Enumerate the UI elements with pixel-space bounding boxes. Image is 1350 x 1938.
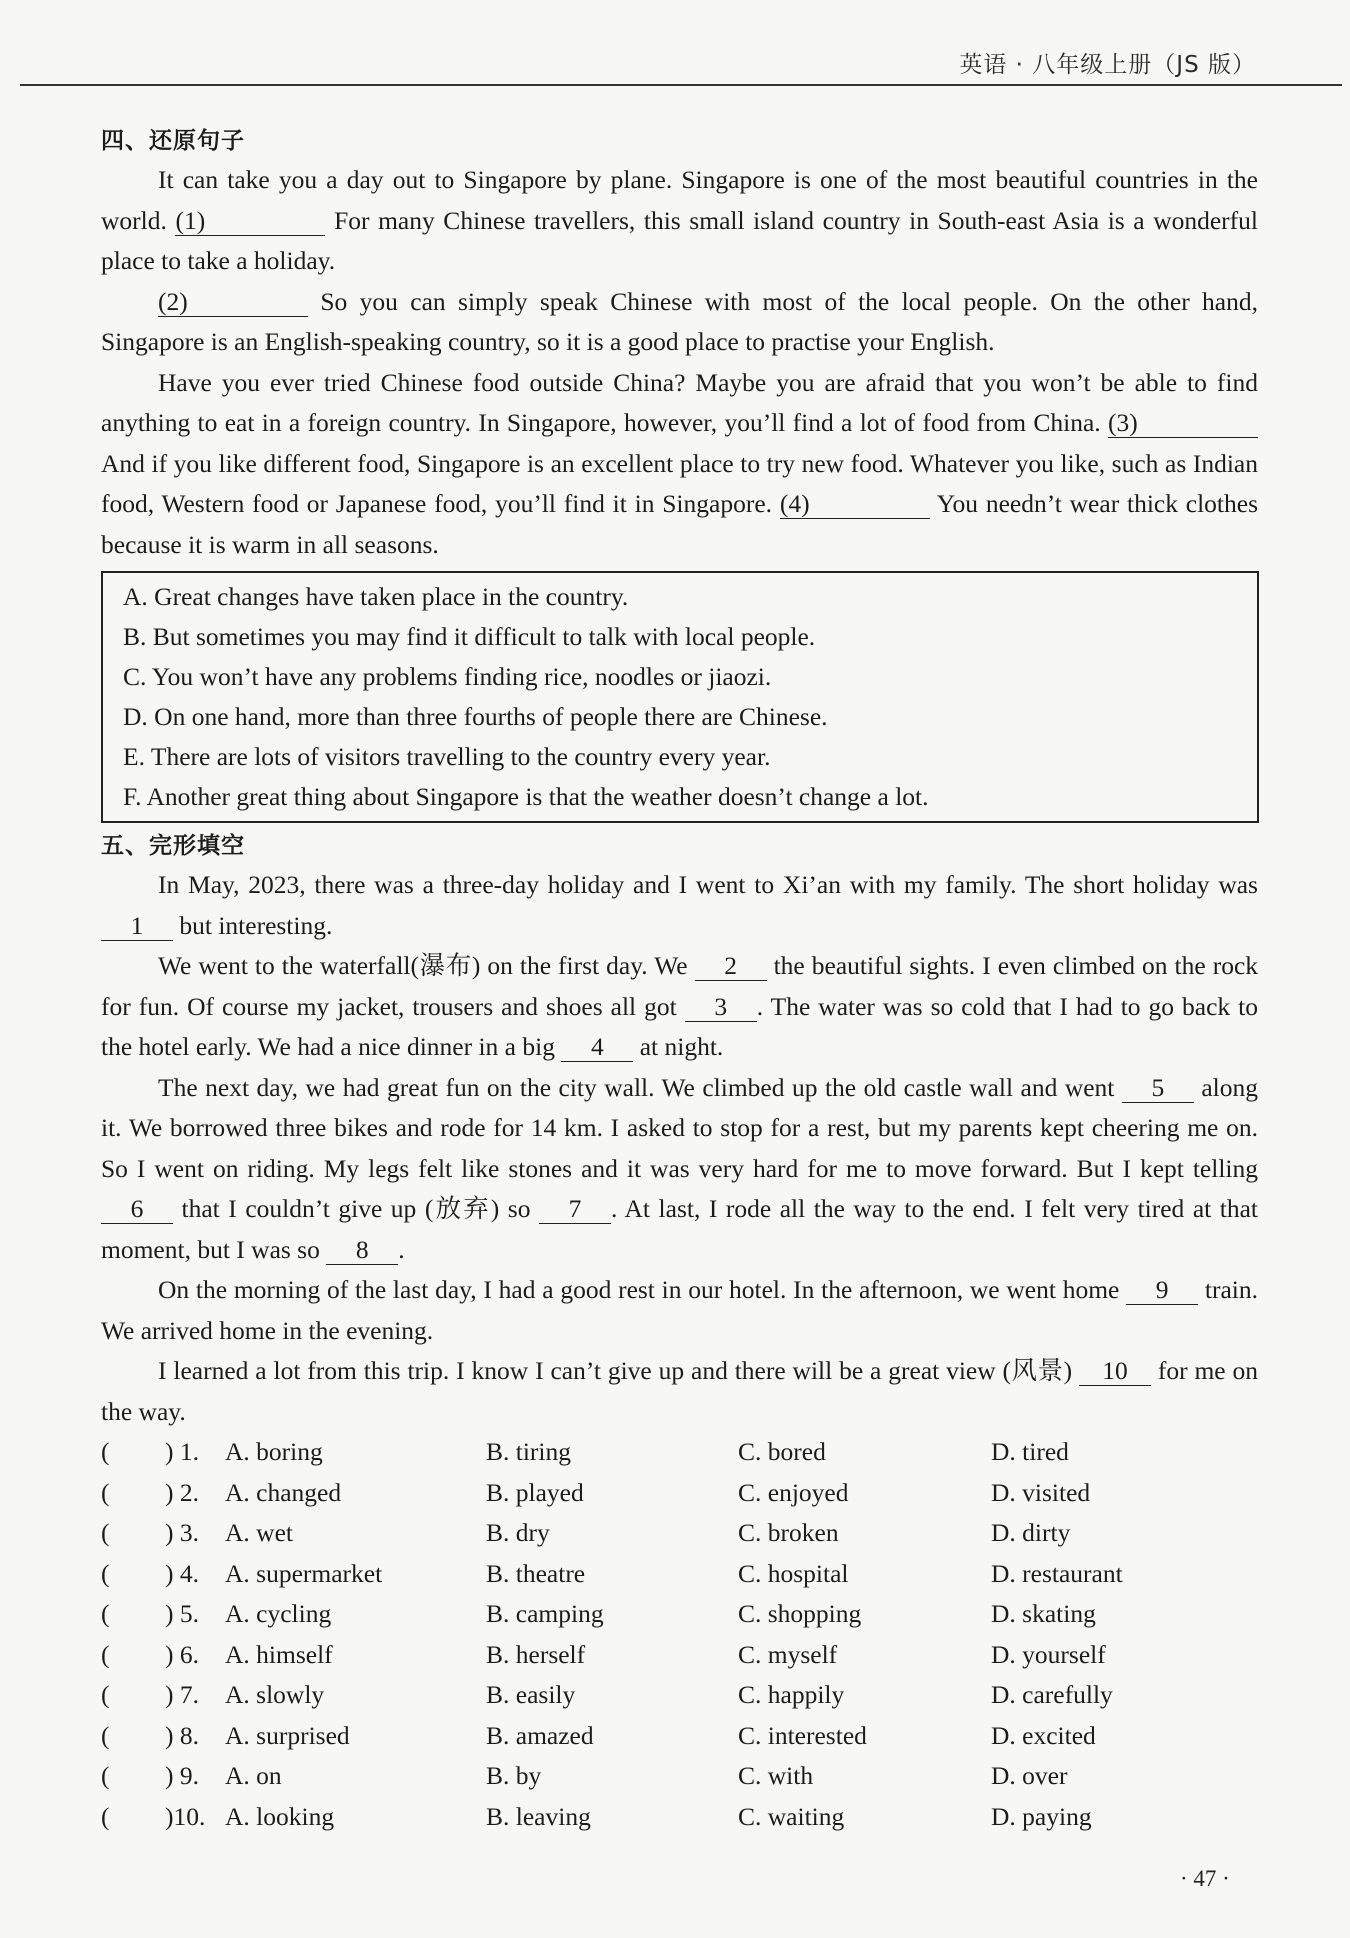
section-4-title: 四、还原句子 <box>101 128 245 154</box>
question-list <box>101 1432 1258 1837</box>
question-row <box>101 1554 1258 1595</box>
question-number: ) 6. <box>165 1639 199 1669</box>
blank-2[interactable]: (2) <box>158 288 308 317</box>
choice-b: B. by <box>486 1761 542 1790</box>
question-number: ) 8. <box>165 1720 199 1750</box>
answer-bracket[interactable]: ( <box>101 1599 110 1628</box>
answer-bracket[interactable]: ( <box>101 1518 110 1547</box>
cloze-blank-9[interactable]: 9 <box>1126 1276 1198 1305</box>
s5-paragraph-1: In May, 2023, there was a three-day holiday and I went to Xi’an with my family. The short holiday was 1 but interesting. <box>101 865 1258 946</box>
cloze-blank-7[interactable]: 7 <box>539 1195 611 1224</box>
choice-a: A. slowly <box>225 1680 325 1709</box>
cloze-blank-3[interactable]: 3 <box>685 993 757 1022</box>
question-number: ) 5. <box>165 1599 199 1628</box>
choice-d: D. yourself <box>991 1639 1106 1669</box>
page-number: · 47 · <box>1180 1866 1230 1891</box>
choice-a: A. looking <box>225 1801 335 1831</box>
question-number: ) 4. <box>165 1558 199 1588</box>
question-row <box>101 1513 1258 1554</box>
choice-a: A. supermarket <box>225 1558 383 1588</box>
s4-paragraph-2: (2) So you can simply speak Chinese with most of the local people. On the other hand, Singapore is an English-speaking country, so it is a good place to practise your English. <box>101 286 1259 356</box>
cloze-blank-6[interactable]: 6 <box>101 1195 173 1224</box>
option-c: C. You won’t have any problems finding rice, noodles or jiaozi. <box>123 662 772 691</box>
running-header: 英语 · 八年级上册（JS 版） <box>959 52 1256 78</box>
choice-b: B. played <box>486 1477 584 1507</box>
choice-a: A. boring <box>225 1437 323 1466</box>
s5-paragraph-5: I learned a lot from this trip. I know I can’t give up and there will be a great view (风景) 10 for me on the way. <box>101 1356 1258 1426</box>
choice-a: A. on <box>225 1761 282 1790</box>
answer-bracket[interactable]: ( <box>101 1801 110 1831</box>
question-number: ) 1. <box>165 1437 199 1466</box>
s4-paragraph-1: It can take you a day out to Singapore by plane. Singapore is one of the most beautiful countries in the world. (1) For many Chinese travellers, this small island country in South-east Asia is a wonderful place to take a holiday. <box>101 165 1259 275</box>
choice-c: C. with <box>738 1761 814 1790</box>
choice-d: D. carefully <box>991 1680 1113 1709</box>
option-a: A. Great changes have taken place in the country. <box>123 582 629 611</box>
choice-c: C. bored <box>738 1437 826 1466</box>
cloze-blank-5[interactable]: 5 <box>1122 1074 1194 1103</box>
cloze-blank-10[interactable]: 10 <box>1079 1357 1151 1386</box>
question-row <box>101 1716 1258 1757</box>
choice-b: B. easily <box>486 1680 576 1709</box>
option-f: F. Another great thing about Singapore is that the weather doesn’t change a lot. <box>123 782 929 811</box>
choice-a: A. changed <box>225 1477 342 1507</box>
choice-a: A. wet <box>225 1518 293 1547</box>
s5-paragraph-4: On the morning of the last day, I had a good rest in our hotel. In the afternoon, we went home 9 train. We arrived home in the evening. <box>101 1275 1259 1345</box>
question-number: ) 3. <box>165 1518 199 1547</box>
s5-paragraph-3: The next day, we had great fun on the city wall. We climbed up the old castle wall and went 5 along it. We borrowed three bikes and rode for 14 km. I asked to stop for a rest, but my parents kept cheering me on. So I went on riding. My legs felt like stones and it was very hard for me to move forward. But I kept telling 6 that I couldn’t give up (放弃) so 7 . At last, I rode all the way to the end. I felt very tired at that moment, but I was so 8 . <box>101 1072 1259 1264</box>
choice-a: A. himself <box>225 1639 333 1669</box>
choice-b: B. camping <box>486 1599 604 1628</box>
cloze-blank-8[interactable]: 8 <box>326 1236 398 1265</box>
option-e: E. There are lots of visitors travelling to the country every year. <box>123 742 771 771</box>
question-row <box>101 1594 1258 1635</box>
choice-d: D. restaurant <box>991 1558 1123 1588</box>
choice-d: D. dirty <box>991 1518 1071 1547</box>
header-rule <box>20 84 1342 86</box>
choice-c: C. enjoyed <box>738 1477 849 1507</box>
answer-bracket[interactable]: ( <box>101 1761 110 1790</box>
cloze-blank-1[interactable]: 1 <box>101 912 173 941</box>
choice-c: C. hospital <box>738 1558 849 1588</box>
choice-c: C. waiting <box>738 1801 845 1831</box>
choice-b: B. amazed <box>486 1720 594 1750</box>
question-row <box>101 1675 1258 1716</box>
s4-paragraph-3: Have you ever tried Chinese food outside China? Maybe you are afraid that you won’t be able to find anything to eat in a foreign country. In Singapore, however, you’ll find a lot of food from China. (3) And if you like different food, Singapore is an excellent place to try new food. Whatever you like, such as Indian food, Western food or Japanese food, you’ll find it in Singapore. (4) You needn’t wear thick clothes because it is warm in all seasons. <box>101 367 1258 559</box>
choice-b: B. leaving <box>486 1801 591 1831</box>
choice-c: C. shopping <box>738 1599 862 1628</box>
choice-d: D. tired <box>991 1437 1069 1466</box>
answer-bracket[interactable]: ( <box>101 1680 110 1709</box>
choice-d: D. skating <box>991 1599 1096 1628</box>
question-number: ) 2. <box>165 1477 199 1507</box>
page-content <box>101 122 1258 1837</box>
choice-c: C. myself <box>738 1639 838 1669</box>
choice-d: D. over <box>991 1761 1068 1790</box>
choice-d: D. excited <box>991 1720 1096 1750</box>
question-number: ) 7. <box>165 1680 199 1709</box>
answer-bracket[interactable]: ( <box>101 1477 110 1507</box>
question-row <box>101 1635 1258 1676</box>
choice-b: B. theatre <box>486 1558 586 1588</box>
option-b: B. But sometimes you may find it difficult to talk with local people. <box>123 622 816 651</box>
blank-1[interactable]: (1) <box>175 207 325 236</box>
sentence-options-box <box>101 571 1259 823</box>
question-number: )10. <box>165 1801 206 1831</box>
question-row <box>101 1473 1258 1514</box>
answer-bracket[interactable]: ( <box>101 1437 110 1466</box>
cloze-blank-4[interactable]: 4 <box>561 1033 633 1062</box>
answer-bracket[interactable]: ( <box>101 1720 110 1750</box>
choice-d: D. visited <box>991 1477 1091 1507</box>
answer-bracket[interactable]: ( <box>101 1639 110 1669</box>
choice-b: B. dry <box>486 1518 550 1547</box>
choice-a: A. cycling <box>225 1599 332 1628</box>
answer-bracket[interactable]: ( <box>101 1558 110 1588</box>
choice-c: C. broken <box>738 1518 839 1547</box>
question-row <box>101 1432 1258 1473</box>
choice-b: B. tiring <box>486 1437 572 1466</box>
choice-b: B. herself <box>486 1639 586 1669</box>
question-number: ) 9. <box>165 1761 199 1790</box>
blank-4[interactable]: (4) <box>780 490 930 519</box>
choice-d: D. paying <box>991 1801 1092 1831</box>
section-5-title: 五、完形填空 <box>101 833 245 859</box>
cloze-blank-2[interactable]: 2 <box>695 952 767 981</box>
option-d: D. On one hand, more than three fourths of people there are Chinese. <box>123 702 828 731</box>
blank-3[interactable]: (3) <box>1108 409 1258 438</box>
choice-c: C. happily <box>738 1680 845 1709</box>
choice-c: C. interested <box>738 1720 867 1750</box>
choice-a: A. surprised <box>225 1720 350 1750</box>
question-row <box>101 1756 1258 1797</box>
s5-paragraph-2: We went to the waterfall(瀑布) on the first day. We 2 the beautiful sights. I even climbed on the rock for fun. Of course my jacket, trousers and shoes all got 3 . The water was so cold that I had to go back to the hotel early. We had a nice dinner in a big 4 at night. <box>101 951 1259 1061</box>
question-row <box>101 1797 1258 1838</box>
